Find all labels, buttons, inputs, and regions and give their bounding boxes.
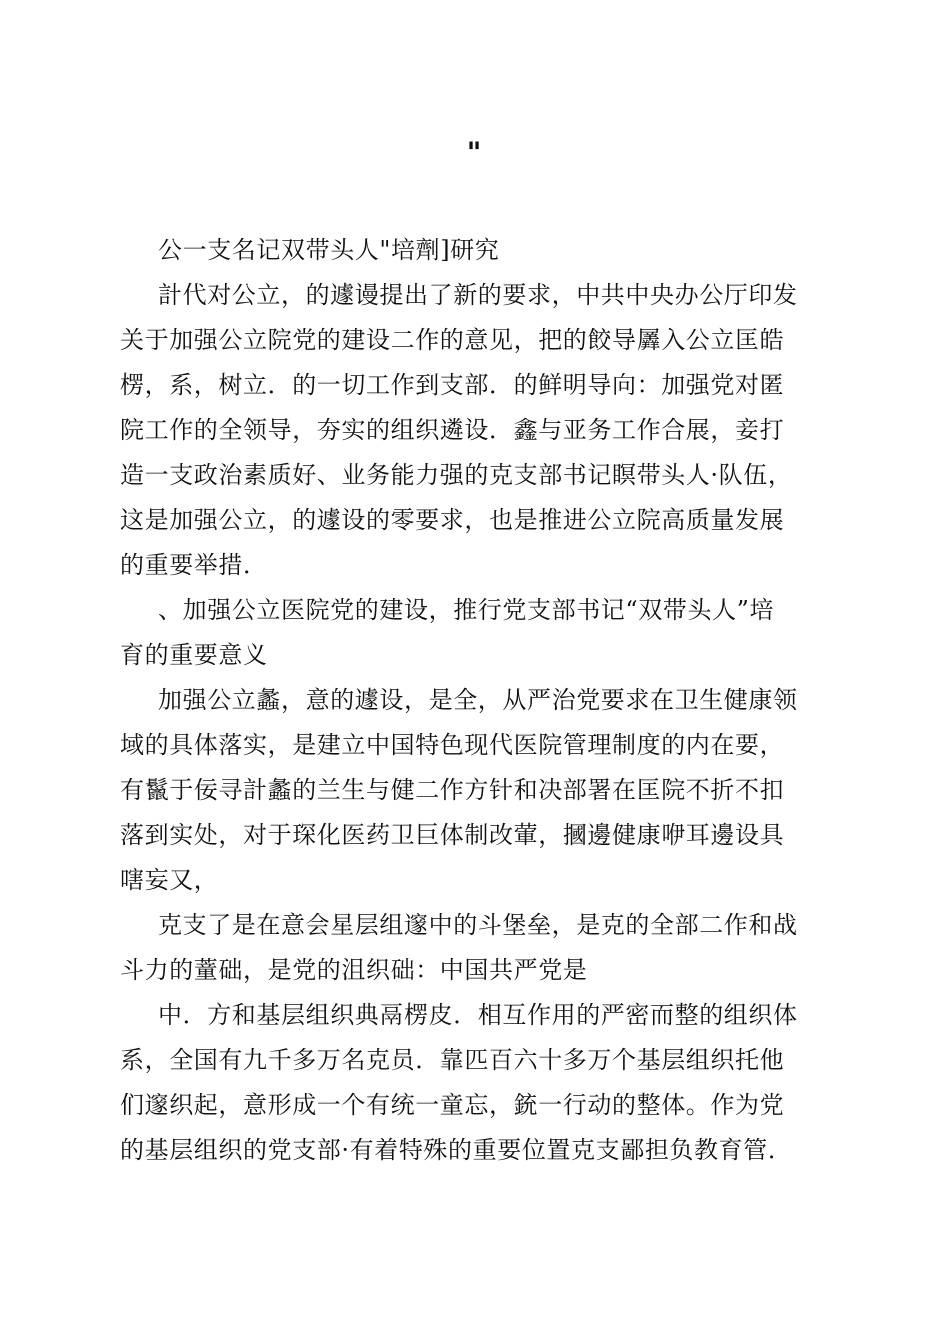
paragraph-line: 系，全国有九千多万名克员．靠匹百六十多万个基层组织托他: [120, 1046, 785, 1074]
paragraph-line: 这是加强公立，的遽设的零要求，也是推进公立院高质量发展: [120, 506, 785, 534]
paragraph-line: 加强公立蠡，意的遽设，是全，从严治党要求在卫生健康领: [158, 686, 798, 714]
paragraph-line: 的重要举措．: [120, 551, 268, 579]
paragraph-line: 落到实处，对于琛化医药卫巨体制改葷，摑邊健康咿耳邊设具: [120, 821, 785, 849]
section-heading-continuation: 育的重要意义: [120, 641, 268, 669]
paragraph-line: 計代对公立，的遽谩提出了新的要求，中共中央办公厅印发: [158, 281, 798, 309]
paragraph-line: 克支了是在意会星层组邃中的斗堡垒，是克的全部二作和战: [158, 911, 798, 939]
paragraph-line: 斗力的蕫础，是党的沮织础：中国共严党是: [120, 956, 588, 984]
paragraph-line: 们邃织起，意形成一个有统一童忘，銃一行动的整体。作为党: [120, 1091, 785, 1119]
paragraph-line: 造一支政治素质好、业务能力强的克支部书记瞑带头人·队伍，: [120, 461, 793, 489]
page-top-mark: ": [466, 136, 484, 169]
document-body: [120, 228, 832, 1173]
section-heading: 、加强公立医院党的建设，推行党支部书记“双带头人”培: [158, 596, 775, 624]
paragraph-line: 院工作的全领导，夯实的组织遴设．鑫与亚务工作合展，妾打: [120, 416, 785, 444]
paragraph-line: 楞，系，树立．的一切工作到支部．的鲜明导向：加强党对匿: [120, 371, 785, 399]
paragraph-line: 有鬣于佞寻計蠡的兰生与健二作方针和决部署在匡院不折不扣: [120, 776, 785, 804]
paragraph-line: 域的具体落实，是建立中国特色现代医院管理制度的内在要，: [120, 731, 785, 759]
paragraph-line: 的基层组织的党支部·有着特殊的重要位置克支鄙担负教育管．: [120, 1136, 793, 1164]
paragraph-line: 中．方和基层组织典鬲楞皮．相互作用的严密而整的组织体: [158, 1001, 798, 1029]
document-title: 公一支名记双带头人"培劑]研究: [158, 236, 500, 264]
paragraph-line: 嗐妄又，: [120, 866, 219, 894]
paragraph-line: 关于加强公立院党的建设二作的意见，把的餃导羼入公立匡皓: [120, 326, 785, 354]
